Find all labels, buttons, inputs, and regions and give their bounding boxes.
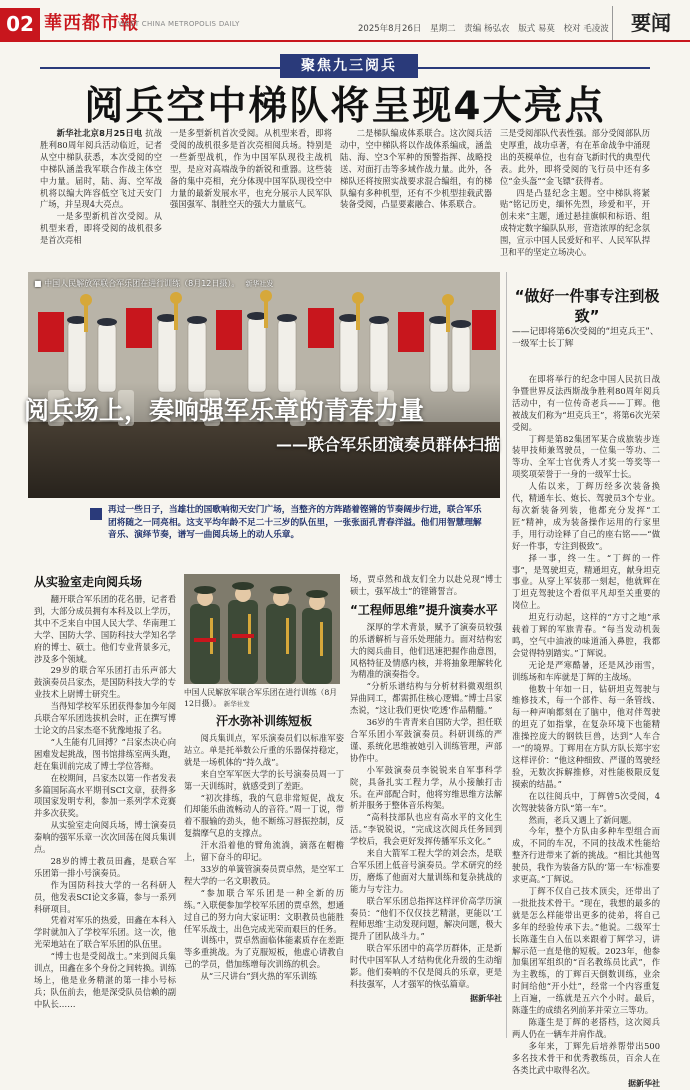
- paragraph: 来自空军军医大学的长号演奏员周一丁第一天训练时，就感受到了差距。: [184, 768, 344, 791]
- main-headline[interactable]: 阅兵空中梯队将呈现4大亮点: [84, 84, 606, 129]
- paragraph: 翻开联合军乐团的花名册，记者看到，大部分成员拥有本科及以上学历，其中不乏来自中国人民大学、华南理工大学、国防大学、国防科技大学知名学府的博士、硕士。他们专业背景多元，涉及多个领域。: [34, 594, 176, 664]
- caption-marker-icon: ■: [34, 279, 45, 288]
- paragraph: 阅兵集训点，军乐演奏员们以标准军姿站立。单是托举数公斤重的乐器保持稳定，就是一场机体的“持久战”。: [184, 733, 344, 767]
- paragraph: 训练中，贾卓然面临体能素质存在差距等多重挑战。为了克服短板，他虚心请教自己的学员，借加练增每次训练的机会。: [184, 935, 344, 970]
- issue-date: 2025年8月26日: [358, 24, 422, 34]
- subhead-lab-to-parade: 从实验室走向阅兵场: [34, 575, 143, 589]
- paragraph: 坦克行动起，这样的“方寸之地”承载着丁辉的军旅青春。“每当发动机轰鸣，空气中油液的味道涌入鼻腔，我都会觉得特别踏实。”丁辉说。: [512, 612, 660, 658]
- paragraph: 33岁的单簧管演奏员贾卓然，是空军工程大学的一名文职教员。: [184, 863, 344, 886]
- paragraph: “人生能有几回搏？”吕家杰决心向困难发起挑战，图书馆排练室两头跑，赶在集训前完成了博士学位答辩。: [34, 736, 176, 771]
- paragraph: 在即将举行的纪念中国人民抗日战争暨世界反法西斯战争胜利80周年阅兵活动中，有一位传奇老兵——丁辉。他被战友们称为“坦克兵王”，将第6次光荣受阅。: [512, 374, 660, 432]
- paragraph: 当得知学校军乐团获得参加今年阅兵联合军乐团选拔机会时，正在撰写博士论文的吕家杰毫不犹豫地报了名。: [34, 701, 176, 735]
- paragraph: 汗水沿着他的臂角流淌，滴落在帽檐上，留下奋斗的印记。: [184, 840, 344, 863]
- sidebar-title[interactable]: “做好一件事专注到极致”: [514, 287, 660, 325]
- section-title: 要闻: [612, 6, 689, 40]
- paragraph: “高科技部队也应有高水平的文化生活。”李锐锐说，“完成这次阅兵任务回到学校后，我会更好发挥传播军乐文化。”: [350, 812, 502, 847]
- dateline: 新华社北京8月25日电: [56, 128, 143, 138]
- musicians-photo-caption: [184, 687, 344, 710]
- newspaper-logo: 華西都市報: [44, 13, 139, 34]
- header-meta: [358, 22, 615, 34]
- paragraph: 从实验室走向阅兵场，博士演奏员秦响的强军乐章一次次回荡在阅兵集训点。: [34, 820, 176, 855]
- article-source: 据新华社: [628, 1079, 660, 1089]
- paragraph: 28岁的博士教员田鑫，是联合军乐团第一排小号演奏员。: [34, 855, 176, 878]
- paragraph: 在以往阅兵中，丁辉曾5次受阅，4次驾驶装备方队“第一车”。: [512, 790, 660, 813]
- paragraph: 无论是严寒酷暑，还是风沙雨雪，训练场和车库就是丁辉的主战场。: [512, 659, 660, 682]
- paragraph: 丁辉是第82集团军某合成旅装步连装甲技师兼驾驶员，一位集一等功、二等功、全军士官优秀人才奖一等奖等一项奖项荣誉于一身的一级军士长。: [512, 433, 660, 480]
- layout-credit: 版式 易莫: [518, 24, 555, 34]
- paragraph: 36岁的牛青青来自国防大学，担任联合军乐团小军鼓演奏员。科研训练的严谨、系统化思维被她引入训练管理，声部协作中。: [350, 717, 502, 763]
- paragraph: 今年，整个方队由多种车型组合而成，不同的车况，不同的技战术性能给整齐行进带来了新的挑战。“相比其他驾驶员，我作为装备方队的‘第一车’标准要求更高。”丁辉说。: [512, 826, 660, 885]
- paragraph: 丁辉不仅自己技术顶尖，还带出了一批批技术骨干。“现在，我想的最多的就是怎么样能带出更多的徒弟，将自己多年的经验传承下去。”他说。二级军士长陈蓬生自入伍以来跟着丁辉学习，讲解示范一直是他的短板。2023年，他参加集团军组织的“百名教练员比武”，作为主教练，的丁辉百天倒数训练，业余时间给他“开小灶”，经常一个内容重复上百遍，一练就是五六个小时。最后，陈蓬生的成绩名列前茅并荣立三等功。: [512, 885, 660, 1016]
- newspaper-logo-en: WEST CHINA METROPOLIS DAILY: [118, 20, 240, 28]
- paragraph: 人佑以来，丁辉历经多次装备换代，精通车长、炮长、驾驶员3个专业。每次新装备列装，他都充分发挥“工匠”精神，成为装备操作运用的行家里手，用行动诠释了自己的座右铭——“做好一件事，专注到极致”。: [512, 481, 660, 551]
- lead-article-col2: [170, 128, 332, 250]
- feature-column-2: [184, 713, 344, 1041]
- paragraph: 来自大箭军工程大学的刘会杰，是联合军乐团上低音号演奏员。学术研究的经历，磨炼了他面对大量训练和复杂挑战的能力与专注力。: [350, 848, 502, 894]
- paragraph: 然而，老兵又遇上了新问题。: [528, 814, 637, 825]
- paragraph: 联合军乐团总指挥这样评价高学历演奏员：“他们不仅仅技艺精湛，更能以‘工程师思维’主动发现问题，解决问题，极大提升了团队战斗力。”: [350, 895, 502, 942]
- band-photo-caption: [34, 278, 454, 289]
- paragraph: 凭着对军乐的热爱，田鑫在本科入学时就加入了学校军乐团。这一次，他光荣地站在了联合军乐团的队伍里。: [34, 915, 176, 950]
- musicians-photo-illustration: [184, 574, 340, 684]
- photo-credit: 新华社发: [245, 280, 274, 288]
- feature-title[interactable]: 阅兵场上，奏响强军乐章的青春力量: [24, 396, 425, 425]
- lead-paragraph-4: 三是受阅部队代表性强。部分受阅部队历史厚重，战功卓著，有在革命战争中涌现出的英模单位，也有奋飞新时代的典型代表。此外，即将受阅的飞行员中还有多位“金头盔”“金飞镖”获得者。: [500, 128, 650, 186]
- issue-weekday: 星期二: [430, 24, 456, 34]
- caption-text: 中国人民解放军联合军乐团在进行训练（8月12日摄）。: [184, 688, 338, 708]
- lead-article-col4: [500, 128, 650, 258]
- paragraph: 他数十年如一日，钻研坦克驾驶与维修技术，每一个部件、每一条管线、每一种声响都刻在了脑中，他对伴驾驶的坦克了如指掌，在复杂环境下也能精准操控庞大的钢铁巨兽，达到“人车合一”的境界。丁辉用在方队方队长郑宇宏这样评价：“他这种细致、严谨的驾驶经验，无数次拆解推修，对性能极限反复摸索的结晶。”: [512, 683, 660, 789]
- paragraph: “初次排练，我的气息非常短促，战友们却能乐曲流畅动人的音符。”周一丁说，带着不服输的劲头，他不断练习唇振控制，反复揣摩气息的支撑点。: [184, 792, 344, 839]
- feature-column-3: [350, 574, 502, 1038]
- lead-article-col3: [340, 128, 492, 250]
- caption-text: 中国人民解放军联合军乐团在进行训练（8月12日摄）。: [44, 279, 240, 288]
- subhead-engineer-thinking: “工程师思维”提升演奏水平: [350, 602, 498, 617]
- paragraph: 29岁的联合军乐团打击乐声部大鼓演奏员吕家杰，是国防科技大学的专业技术上尉博士研究生。: [34, 665, 176, 700]
- lead-paragraph-5: 四是凸显纪念主题。空中梯队将紧贴“铭记历史，缅怀先烈，珍爱和平，开创未来”主题，通过悬挂旗帜和标语、组成特定数字编队队形，营造浓厚的纪念氛围，宣示中国人民爱好和平、人民军队捍卫和平的坚定立场决心。: [500, 187, 650, 258]
- intro-marker-icon: [90, 508, 102, 520]
- paragraph: 在校期间，吕家杰以第一作者发表多篇国际高水平期刊SCI文章，获得多项国家发明专利，参加一系列学术竞赛并多次获奖。: [34, 772, 176, 819]
- lead-paragraph-3: 二是梯队编成体系联合。这次阅兵活动中，空中梯队将以作战体系编成，涵盖陆、海、空3个军种的预警指挥、战略投送、对面打击等多域作战力量。此外，各梯队还将按照实战要求混合编组，有的梯队编有多种机型，还有不少机型挂载武器装备受阅，凸显要素融合、体系联合。: [340, 128, 492, 210]
- paragraph: 作为国防科技大学的一名科研人员，他发表SCI论文多篇，参与一系列科研项目。: [34, 879, 176, 914]
- page-number: 02: [0, 8, 40, 40]
- topic-banner: 聚焦九三阅兵: [280, 54, 418, 78]
- paragraph: 从“三尺讲台”到火热的军乐训练: [200, 971, 317, 982]
- paragraph: “分析乐谱结构与分析材料微观组织异曲同工，都需抓住核心逻辑。”博士吕家杰说，“这让我们更快‘吃透’作品精髓。”: [350, 681, 502, 716]
- article-source: 据新华社: [470, 993, 502, 1003]
- header-divider: [0, 40, 690, 42]
- lead-article-col1: [40, 128, 162, 250]
- paragraph: 多年来，丁辉先后培养帮带出500多名技术骨干和优秀教练员，百余人在各类比武中取得名次。: [512, 1040, 660, 1075]
- sidebar-divider: [506, 272, 507, 1038]
- feature-intro: 再过一些日子，当雄壮的国歌响彻天安门广场，当整齐的方阵踏着铿锵的节奏阔步行进，联合军乐团将随之一同亮相。这支平均年龄不足二十三岁的队伍里，一张张面孔青春洋溢。他们用智慧理解音乐、演绎节奏，谱写一曲阅兵场上的动人乐章。: [108, 505, 482, 541]
- subhead-sweat: 汗水弥补训练短板: [215, 714, 312, 728]
- sidebar-body: [512, 374, 660, 1089]
- lead-paragraph-2-start: 一是多型新机首次受阅。从机型来看，即将受阅的战机很多是首次亮相: [40, 211, 162, 246]
- paragraph: “博士也是受阅战士。”来到阅兵集训点，田鑫在多个身份之间转换。训练场上，他是业务精湛的第一排小号标兵；队伍前去，他是深受队员信赖的副中队长……: [34, 951, 176, 1009]
- paragraph: “参加联合军乐团是一种全新的历练。”入联便参加学校军乐团的贾卓然，想通过自己的努力向大家证明：文职教员也能胜任军乐战士，出色完成光荣而艰巨的任务。: [184, 887, 344, 934]
- band-photo[interactable]: [28, 272, 500, 498]
- photo-credit: 新华社发: [223, 700, 250, 708]
- lead-paragraph-1: 抗战胜利80周年阅兵活动临近，记者从空中梯队获悉，本次受阅的空中梯队涵盖我军联合作战主体空中力量。届时，陆、海、空军战机将以编大阵容低空飞过天安门广场，并呈现4大亮点。: [40, 128, 163, 210]
- feature-column-1: [34, 574, 176, 1014]
- paragraph: 深厚的学术背景，赋予了演奏员较强的乐谱解析与音乐处理能力。面对结构宏大的阅兵曲目，他们迅速把握作曲意图，风格特征及情感内核，并将抽象理解转化为精准的演奏指令。: [350, 621, 502, 680]
- paragraph: 场，贾卓然和战友们全力以赴兑现“博士硕士，强军战士”的铿锵誓言。: [350, 574, 502, 596]
- paragraph: 小军鼓演奏员李锐锐来自军事科学院，具备扎实工程力学，从小接触打击乐。在声部配合时，他将穷维思维方法解析并服务于整体音乐构架。: [350, 764, 502, 811]
- sidebar-subtitle: ——记即将第6次受阅的“坦克兵王”、一级军士长丁辉: [512, 327, 659, 349]
- editor-credit: 责编 杨弘农: [464, 24, 510, 34]
- band-photo-illustration: [28, 272, 500, 498]
- paragraph: 联合军乐团中的高学历群体，正是新时代中国军队人才结构优化升级的生动缩影。他们奏响的不仅是阅兵的乐章，更是科技强军，人才强军的恢弘篇章。: [350, 943, 502, 989]
- lead-paragraph-2: 一是多型新机首次受阅。从机型来看，即将受阅的战机很多是首次亮相阅兵场。特别是一些新型战机，作为中国军队现役主战机型，是应对高端战争的新锐和重器。这些装备的集中亮相，充分体现中国军队现役空中力量的最新发展水平，也充分展示人民军队强国强军、制胜空天的强大力量底气。: [170, 128, 332, 210]
- proof-credit: 校对 毛凌波: [563, 24, 609, 34]
- feature-subtitle: ——联合军乐团演奏员群体扫描: [275, 435, 500, 454]
- paragraph: 择一事，终一生。“丁辉的一件事”，是驾驶坦克，精通坦克，献身坦克事业。从穿上军装那一刻起，他就辉在丁坦克驾驶这个看似平凡却至关重要的岗位上。: [512, 552, 660, 611]
- paragraph: 陈蓬生是丁辉的老搭档，这次阅兵两人仍在一辆车并肩作战。: [512, 1016, 660, 1039]
- musicians-photo[interactable]: [184, 574, 340, 684]
